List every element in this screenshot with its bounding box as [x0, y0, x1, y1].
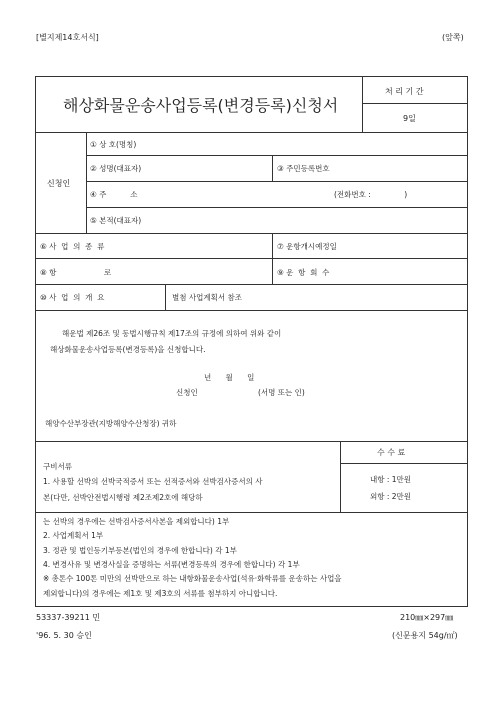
- route-label: ⑧ 항 로: [40, 268, 112, 277]
- approval-date: '96. 5. 30 승인: [36, 631, 92, 640]
- representative-name-label: ② 성명(대표자): [90, 164, 142, 173]
- addressee: 해양수산부장관(지방해양수산청장) 귀하: [45, 419, 177, 428]
- form-number: [별지제14호서식]: [36, 33, 99, 42]
- fee-label: 수 수 료: [377, 448, 406, 457]
- signer-label: 신청인: [176, 388, 198, 397]
- paper-type: (신문용지 54g/㎡): [392, 631, 458, 640]
- business-overview-value: 별첨 사업계획서 참조: [172, 293, 242, 302]
- document-note-1: ※ 총톤수 100톤 미만의 선박만으로 하는 내항화물운송사업(석유·화학류를 운송하는 사업을: [43, 574, 342, 583]
- address-label: ④ 주 소: [90, 190, 138, 199]
- fee-foreign: 외항 : 2만원: [370, 492, 412, 501]
- form-code: 53337-39211 민: [36, 613, 101, 622]
- application-date: 년 월 일: [204, 373, 255, 382]
- signature-note: (서명 또는 인): [258, 388, 305, 397]
- business-name-label: ① 상 호(명칭): [90, 140, 137, 149]
- processing-period-value: 9일: [403, 114, 416, 123]
- document-note-2: 제외합니다)의 경우에는 제1호 및 제3호의 서류를 첨부하지 아니합니다.: [43, 589, 278, 598]
- business-type-label: ⑥ 사 업 의 종 류: [40, 242, 105, 251]
- document-item-1c: 는 선박의 경우에는 선박검사증서사본을 제외합니다) 1부: [43, 517, 230, 526]
- paper-size: 210㎜×297㎜: [400, 613, 454, 622]
- resident-id-label: ③ 주민등록번호: [277, 164, 330, 173]
- document-item-4: 4. 변경사유 및 변경사실을 증명하는 서류(변경등록의 경우에 한합니다) 각 1부: [43, 560, 300, 569]
- statement-line-2: 해상화물운송사업등록(변경등록)을 신청합니다.: [50, 345, 206, 354]
- start-date-label: ⑦ 운항개시예정일: [277, 242, 337, 251]
- document-item-1a: 1. 사용할 선박의 선박국적증서 또는 선적증서와 선박검사증서의 사: [43, 477, 263, 486]
- document-item-2: 2. 사업계획서 1부: [43, 531, 104, 540]
- domicile-label: ⑤ 본적(대표자): [90, 216, 142, 225]
- applicant-label: 신청인: [47, 179, 71, 188]
- phone-label: (전화번호 : ): [334, 190, 408, 199]
- fee-domestic: 내항 : 1만원: [370, 475, 412, 484]
- voyage-count-label: ⑨ 운 항 회 수: [277, 268, 330, 277]
- statement-line-1: 해운법 제26조 및 동법시행규칙 제17조의 규정에 의하여 위와 같이: [62, 329, 282, 338]
- page-side: (앞쪽): [442, 33, 464, 42]
- document-item-3: 3. 정관 및 법인등기부등본(법인의 경우에 한합니다) 각 1부: [43, 546, 237, 555]
- document-item-1b: 본(다만, 선박안전법시행령 제2조제2호에 해당하: [43, 493, 203, 502]
- business-overview-label: ⑩ 사 업 의 개 요: [40, 293, 105, 302]
- form-title: 해상화물운송사업등록(변경등록)신청서: [63, 96, 339, 115]
- processing-period-label: 처 리 기 간: [385, 87, 424, 96]
- documents-heading: 구비서류: [43, 462, 72, 471]
